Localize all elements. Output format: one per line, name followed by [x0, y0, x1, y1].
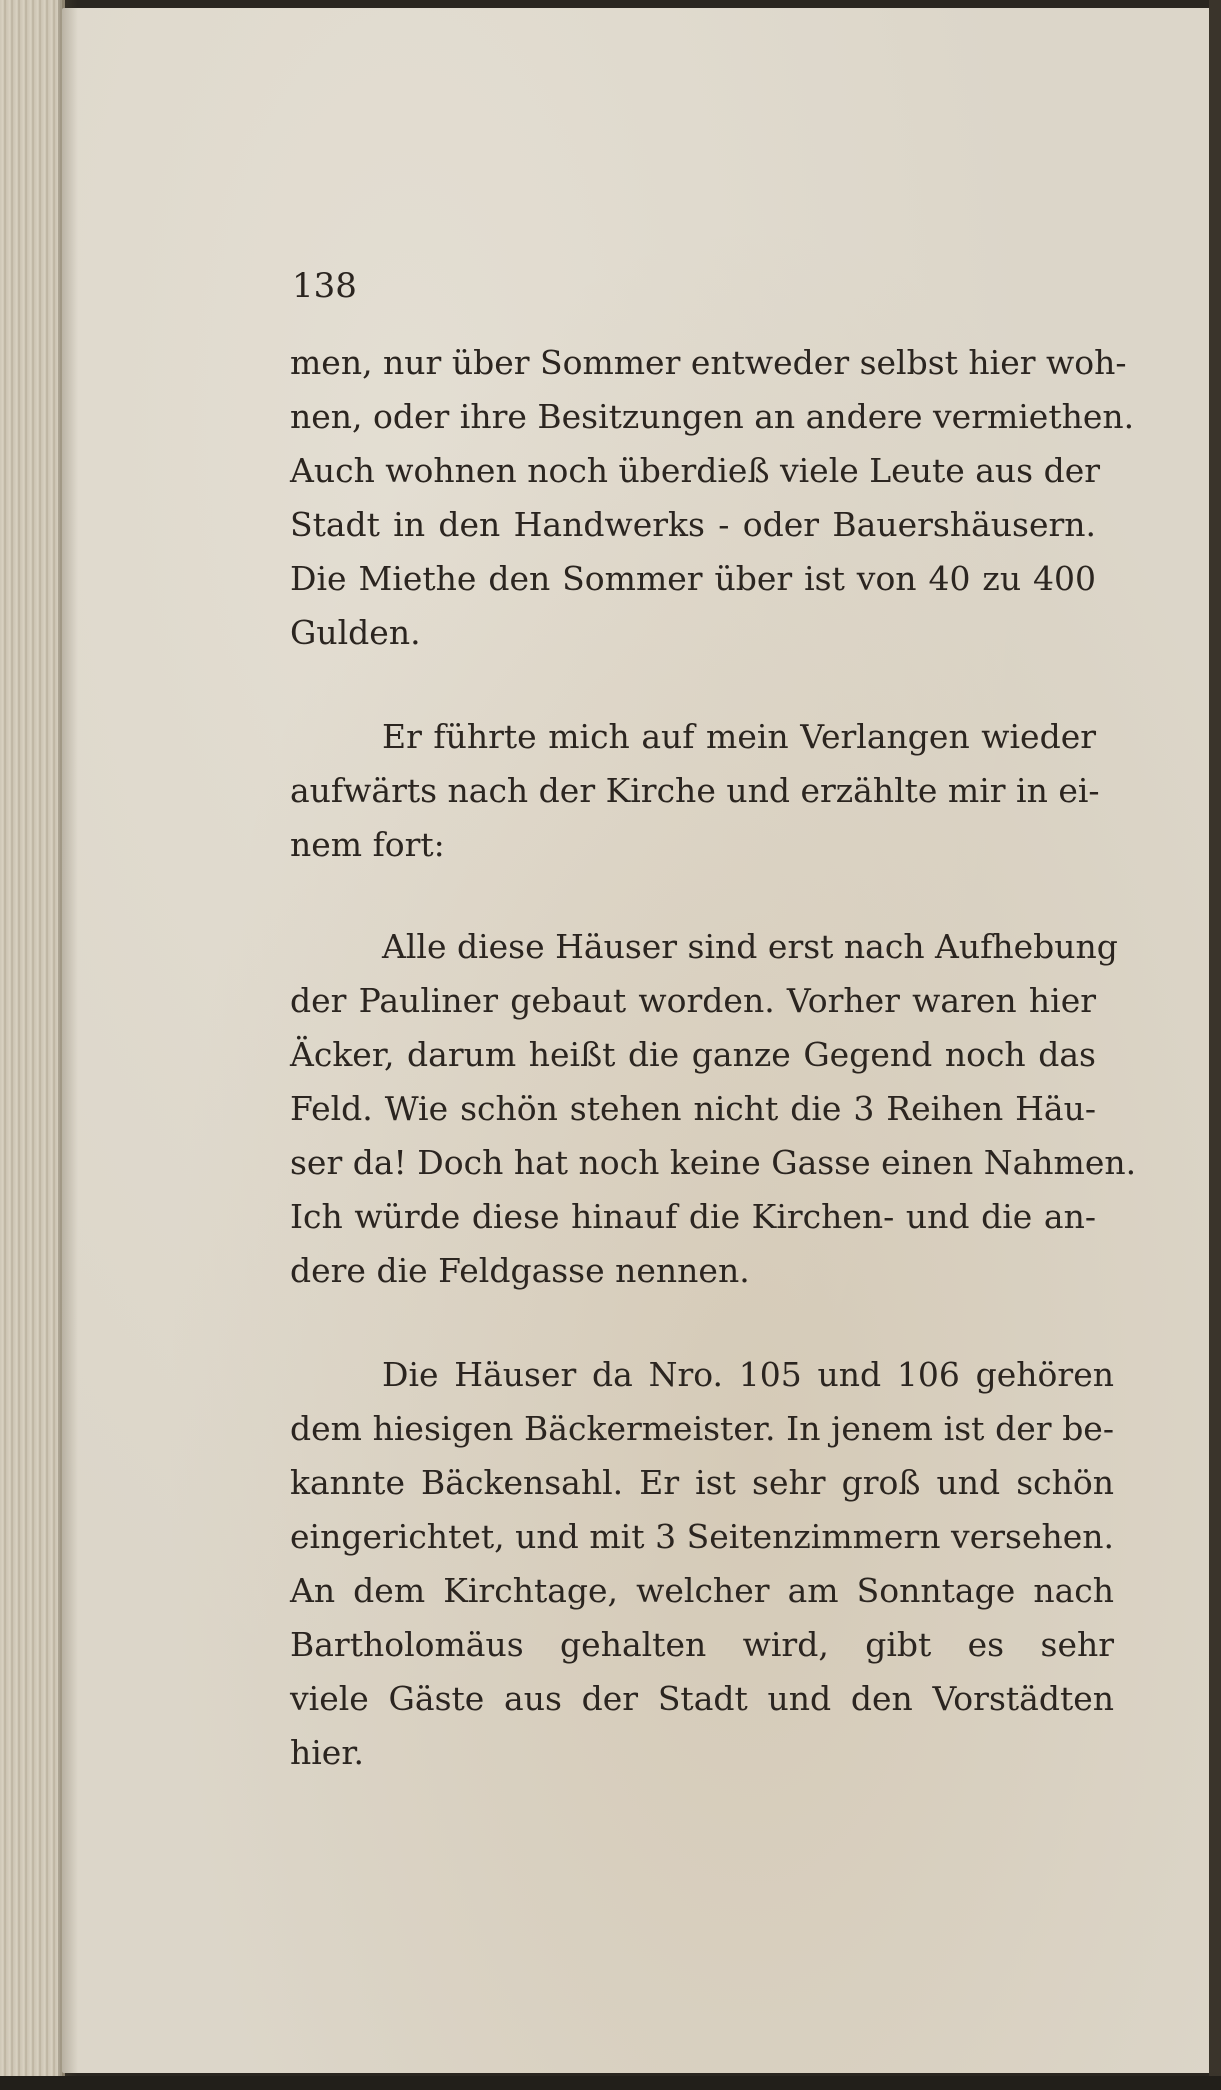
text-line: ser da! Doch hat noch keine Gasse einen Nahmen.: [290, 1143, 1137, 1182]
text-line: nem fort:: [290, 825, 445, 864]
text-line: Auch wohnen noch überdieß viele Leute aus der: [290, 451, 1101, 490]
text-line: Er führte mich auf mein Verlangen wieder: [382, 717, 1096, 756]
text-line: hier.: [290, 1733, 364, 1772]
text-line: nen, oder ihre Besitzungen an andere vermiethen.: [290, 397, 1135, 436]
text-line: men, nur über Sommer entweder selbst hier woh-: [290, 343, 1127, 382]
text-line: aufwärts nach der Kirche und erzählte mir in ei-: [290, 771, 1100, 810]
book-page-edges: [0, 0, 65, 2090]
text-line: Die Miethe den Sommer über ist von 40 zu 400: [290, 559, 1096, 598]
text-line: Die Häuser da Nro. 105 und 106 gehören: [382, 1355, 1114, 1394]
binding-shadow: [58, 0, 78, 2090]
text-line: Bartholomäus gehalten wird, gibt es sehr: [290, 1625, 1114, 1664]
paragraph-3: [290, 920, 1137, 1298]
paragraph-2: [290, 710, 1100, 872]
text-line: dere die Feldgasse nennen.: [290, 1251, 750, 1290]
text-line: eingerichtet, und mit 3 Seitenzimmern versehen.: [290, 1517, 1114, 1556]
text-line: Stadt in den Handwerks - oder Bauershäusern.: [290, 505, 1096, 544]
text-line: Äcker, darum heißt die ganze Gegend noch das: [290, 1035, 1096, 1074]
text-line: Feld. Wie schön stehen nicht die 3 Reihen Häu-: [290, 1089, 1096, 1128]
text-line: An dem Kirchtage, welcher am Sonntage nach: [290, 1571, 1114, 1610]
scan-border-bottom: [0, 2076, 1221, 2090]
text-line: der Pauliner gebaut worden. Vorher waren hier: [290, 981, 1096, 1020]
page-number: 138: [292, 266, 357, 306]
paragraph-4: [290, 1348, 1114, 1780]
scan-border-right: [1209, 0, 1221, 2090]
text-line: Gulden.: [290, 613, 421, 652]
paragraph-1: [290, 336, 1135, 660]
text-line: Alle diese Häuser sind erst nach Aufhebung: [382, 927, 1118, 966]
text-line: dem hiesigen Bäckermeister. In jenem ist der be-: [290, 1409, 1114, 1448]
text-line: viele Gäste aus der Stadt und den Vorstädten: [290, 1679, 1114, 1718]
text-line: kannte Bäckensahl. Er ist sehr groß und schön: [290, 1463, 1114, 1502]
text-line: Ich würde diese hinauf die Kirchen- und die an-: [290, 1197, 1096, 1236]
